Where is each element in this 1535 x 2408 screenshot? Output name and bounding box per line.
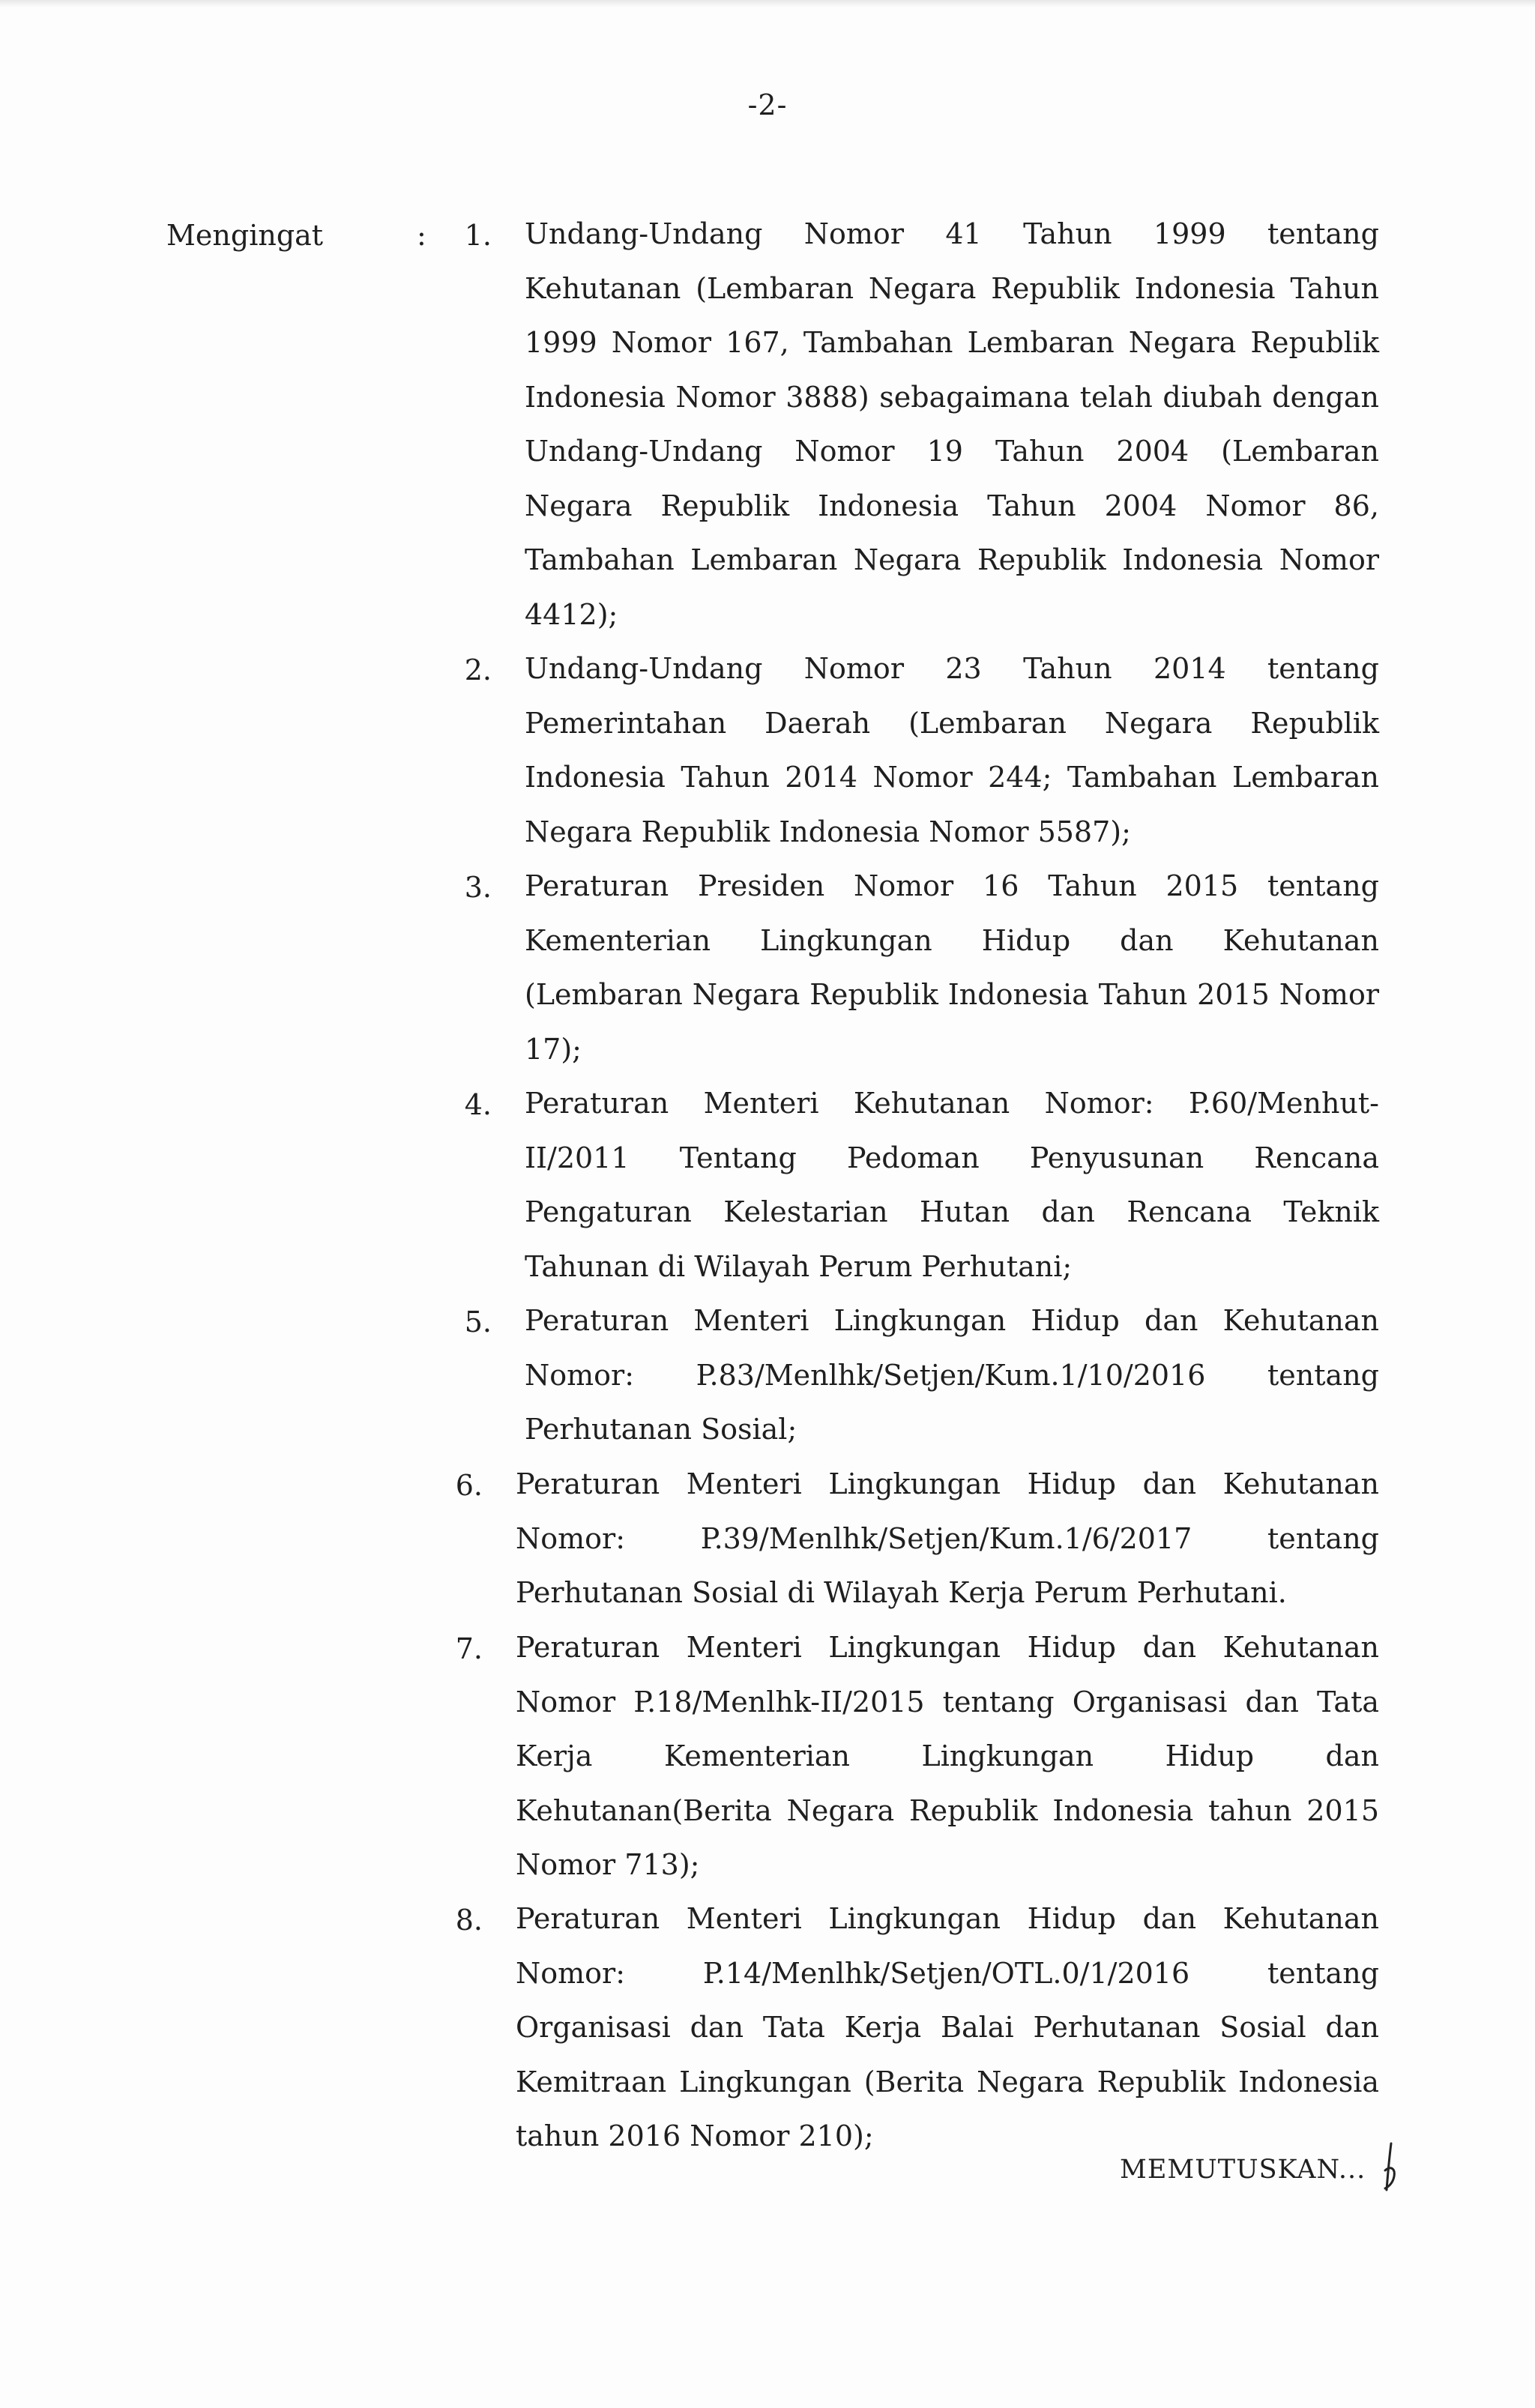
- item-text: Peraturan Menteri Lingkungan Hidup dan Kehutanan Nomor: P.83/Menlhk/Setjen/Kum.1/10/2016 tentang Perhutanan Sosial;: [525, 1304, 1379, 1446]
- scan-edge-shadow: [0, 0, 1535, 7]
- section-colon: :: [417, 219, 426, 252]
- item-text: Peraturan Menteri Kehutanan Nomor: P.60/Menhut-II/2011 Tentang Pedoman Penyusunan Rencana Pengaturan Kelestarian Hutan dan Rencana Teknik Tahunan di Wilayah Perum Perhutani;: [525, 1087, 1379, 1283]
- item-text: Undang-Undang Nomor 41 Tahun 1999 tentang Kehutanan (Lembaran Negara Republik Indonesia Tahun 1999 Nomor 167, Tambahan Lembaran Negara Republik Indonesia Nomor 3888) sebagaimana telah diubah dengan Undang-Undang Nomor 19 Tahun 2004 (Lembaran Negara Republik Indonesia Tahun 2004 Nomor 86, Tambahan Lembaran Negara Republik Indonesia Nomor 4412);: [525, 217, 1379, 631]
- item-number: 8.: [455, 1904, 483, 1937]
- paraf-signature-icon: [1379, 2140, 1402, 2193]
- item-number: 4.: [464, 1088, 492, 1121]
- item-text: Undang-Undang Nomor 23 Tahun 2014 tentang Pemerintahan Daerah (Lembaran Negara Republik Indonesia Tahun 2014 Nomor 244; Tambahan Lembaran Negara Republik Indonesia Nomor 5587);: [525, 652, 1379, 848]
- item-number: 5.: [464, 1306, 492, 1339]
- item-text: Peraturan Menteri Lingkungan Hidup dan Kehutanan Nomor: P.14/Menlhk/Setjen/OTL.0/1/2016 tentang Organisasi dan Tata Kerja Balai Perhutanan Sosial dan Kemitraan Lingkungan (Berita Negara Republik Indonesia tahun 2016 Nomor 210);: [516, 1902, 1379, 2152]
- item-number: 3.: [464, 871, 492, 904]
- item-text: Peraturan Menteri Lingkungan Hidup dan Kehutanan Nomor: P.39/Menlhk/Setjen/Kum.1/6/2017 tentang Perhutanan Sosial di Wilayah Kerja Perum Perhutani.: [516, 1467, 1379, 1609]
- item-number: 6.: [455, 1469, 483, 1502]
- continuation-catchword: MEMUTUSKAN...: [1120, 2155, 1366, 2185]
- item-number: 1.: [464, 219, 492, 252]
- item-number: 2.: [464, 654, 492, 687]
- item-text: Peraturan Menteri Lingkungan Hidup dan Kehutanan Nomor P.18/Menlhk-II/2015 tentang Organisasi dan Tata Kerja Kementerian Lingkungan Hidup dan Kehutanan(Berita Negara Republik Indonesia tahun 2015 Nomor 713);: [516, 1631, 1379, 1881]
- item-text: Peraturan Presiden Nomor 16 Tahun 2015 tentang Kementerian Lingkungan Hidup dan Kehutanan (Lembaran Negara Republik Indonesia Tahun 2015 Nomor 17);: [525, 869, 1379, 1066]
- item-number: 7.: [455, 1632, 483, 1665]
- section-label: Mengingat: [166, 219, 324, 252]
- page-number: -2-: [747, 88, 788, 121]
